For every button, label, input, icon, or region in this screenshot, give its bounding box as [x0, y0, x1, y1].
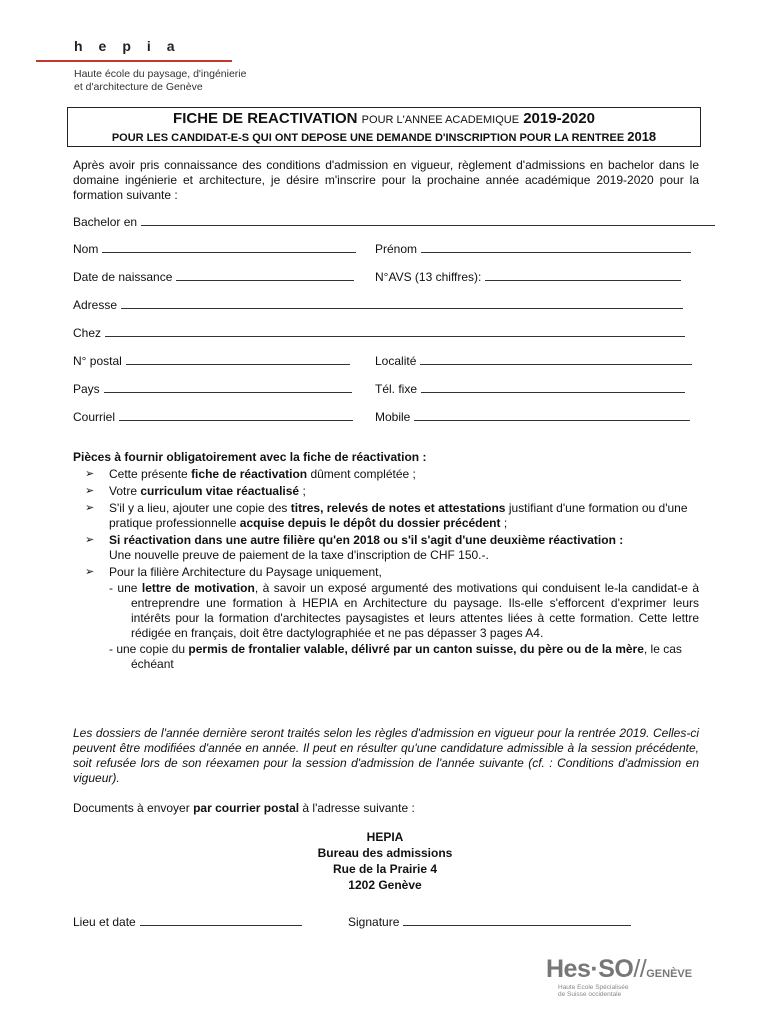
date-line[interactable] — [176, 270, 354, 281]
field-prenom[interactable]: Prénom — [375, 242, 691, 256]
arrow-bullet-icon: ➢ — [85, 468, 95, 480]
hes-so-logo: Hes·SO//GENÈVE Haute Ecole Spécialisée de Suisse occidentale — [546, 955, 693, 998]
field-npostal[interactable]: N° postal — [73, 354, 350, 368]
hepia-subtitle-line2: et d'architecture de Genève — [74, 81, 203, 93]
bachelor-line[interactable] — [141, 215, 715, 226]
list-item: ➢ Cette présente fiche de réactivation dûment complétée ; — [85, 467, 416, 481]
field-bachelor[interactable]: Bachelor en — [73, 215, 715, 229]
address-line: Bureau des admissions — [317, 846, 453, 860]
prenom-line[interactable] — [421, 242, 691, 253]
hepia-subtitle-line1: Haute école du paysage, d'ingénierie — [74, 68, 247, 80]
hes-so-subtitle: Haute Ecole Spécialisée de Suisse occidentale — [558, 984, 629, 998]
adresse-line[interactable] — [121, 298, 683, 309]
field-tel[interactable]: Tél. fixe — [375, 382, 685, 396]
pays-line[interactable] — [104, 382, 352, 393]
localite-line[interactable] — [420, 354, 692, 365]
field-chez[interactable]: Chez — [73, 326, 685, 340]
title-box — [67, 107, 701, 147]
hepia-logo: hepia — [74, 38, 191, 54]
intro-paragraph: Après avoir pris connaissance des conditions d'admission en vigueur, règlement d'admissions en bachelor dans le domaine ingénierie et architecture, je désire m'inscrire pour la prochaine année académique 2019-2020 pour la formation suivante : — [73, 158, 699, 202]
field-avs[interactable]: N°AVS (13 chiffres): — [375, 270, 681, 284]
address-line: 1202 Genève — [348, 878, 422, 892]
page-title: FICHE DE REACTIVATION POUR L'ANNEE ACADEMIQUE 2019-2020 — [173, 110, 595, 127]
field-nom[interactable]: Nom — [73, 242, 356, 256]
pieces-list — [73, 467, 699, 580]
field-courriel[interactable]: Courriel — [73, 410, 353, 424]
field-adresse[interactable]: Adresse — [73, 298, 683, 312]
field-localite[interactable]: Localité — [375, 354, 692, 368]
address-line: Rue de la Prairie 4 — [332, 862, 438, 876]
lieu-line[interactable] — [140, 915, 302, 926]
list-item: ➢ Si réactivation dans une autre filière qu'en 2018 ou s'il s'agit d'une deuxième réactivation : Une nouvelle preuve de paiement de la taxe d'inscription de CHF 150.-. — [85, 533, 624, 562]
send-instructions: Documents à envoyer par courrier postal à l'adresse suivante : — [73, 801, 415, 815]
arrow-bullet-icon: ➢ — [85, 502, 95, 514]
field-mobile[interactable]: Mobile — [375, 410, 690, 424]
arrow-bullet-icon: ➢ — [85, 566, 95, 578]
pieces-section — [73, 450, 699, 672]
tel-line[interactable] — [421, 382, 685, 393]
courriel-line[interactable] — [119, 410, 353, 421]
italic-note: Les dossiers de l'année dernière seront traités selon les règles d'admission en vigueur pour la rentrée 2019. Celles-ci peuvent être modifiées d'année en année. Il peut en résulter qu'une candidature admissible à la session précédente, soit refusée lors de son réexamen pour la session d'admission de l'année suivante (cf. : Conditions d'admission en vigueur). — [73, 726, 699, 785]
avs-line[interactable] — [485, 270, 681, 281]
address-line: HEPIA — [366, 830, 404, 844]
signature-line[interactable] — [403, 915, 631, 926]
mailing-address — [0, 829, 770, 893]
page-subtitle: POUR LES CANDIDAT-E-S QUI ONT DEPOSE UNE DEMANDE D'INSCRIPTION POUR LA RENTREE 2018 — [111, 129, 657, 144]
mobile-line[interactable] — [414, 410, 690, 421]
npostal-line[interactable] — [126, 354, 350, 365]
list-item: ➢ Pour la filière Architecture du Paysage uniquement, — [85, 565, 382, 579]
list-item: ➢ S'il y a lieu, ajouter une copie des titres, relevés de notes et attestations justifiant d'une formation ou d'une pratique professionnelle acquise depuis le dépôt du dossier précédent ; — [85, 501, 688, 530]
chez-line[interactable] — [105, 326, 685, 337]
sub-item-lettre: - une lettre de motivation, à savoir un exposé argumenté des motivations qui conduisent le-la candidat-e à entreprendre une formation à HEPIA en Architecture du paysage. Ils-elle s'efforcent d'exprimer leurs intérêts pour la formation d'architectes paysagistes et leurs attentes liées à cette formation. Cette lettre rédigée en français, doit être dactylographiée et ne pas dépasser 3 pages A4. — [109, 581, 700, 640]
arrow-bullet-icon: ➢ — [85, 534, 95, 546]
field-lieu-date[interactable]: Lieu et date — [73, 915, 302, 929]
field-pays[interactable]: Pays — [73, 382, 352, 396]
pieces-heading: Pièces à fournir obligatoirement avec la fiche de réactivation : — [73, 450, 427, 464]
list-item: ➢ Votre curriculum vitae réactualisé ; — [85, 484, 306, 498]
sub-item-permis: - une copie du permis de frontalier valable, délivré par un canton suisse, du père ou de la mère, le cas échéant — [109, 642, 682, 671]
arrow-bullet-icon: ➢ — [85, 485, 95, 497]
field-date-naissance[interactable]: Date de naissance — [73, 270, 354, 284]
logo-divider — [36, 60, 232, 62]
nom-line[interactable] — [102, 242, 356, 253]
hepia-subtitle — [74, 68, 246, 94]
field-signature[interactable]: Signature — [348, 915, 631, 929]
